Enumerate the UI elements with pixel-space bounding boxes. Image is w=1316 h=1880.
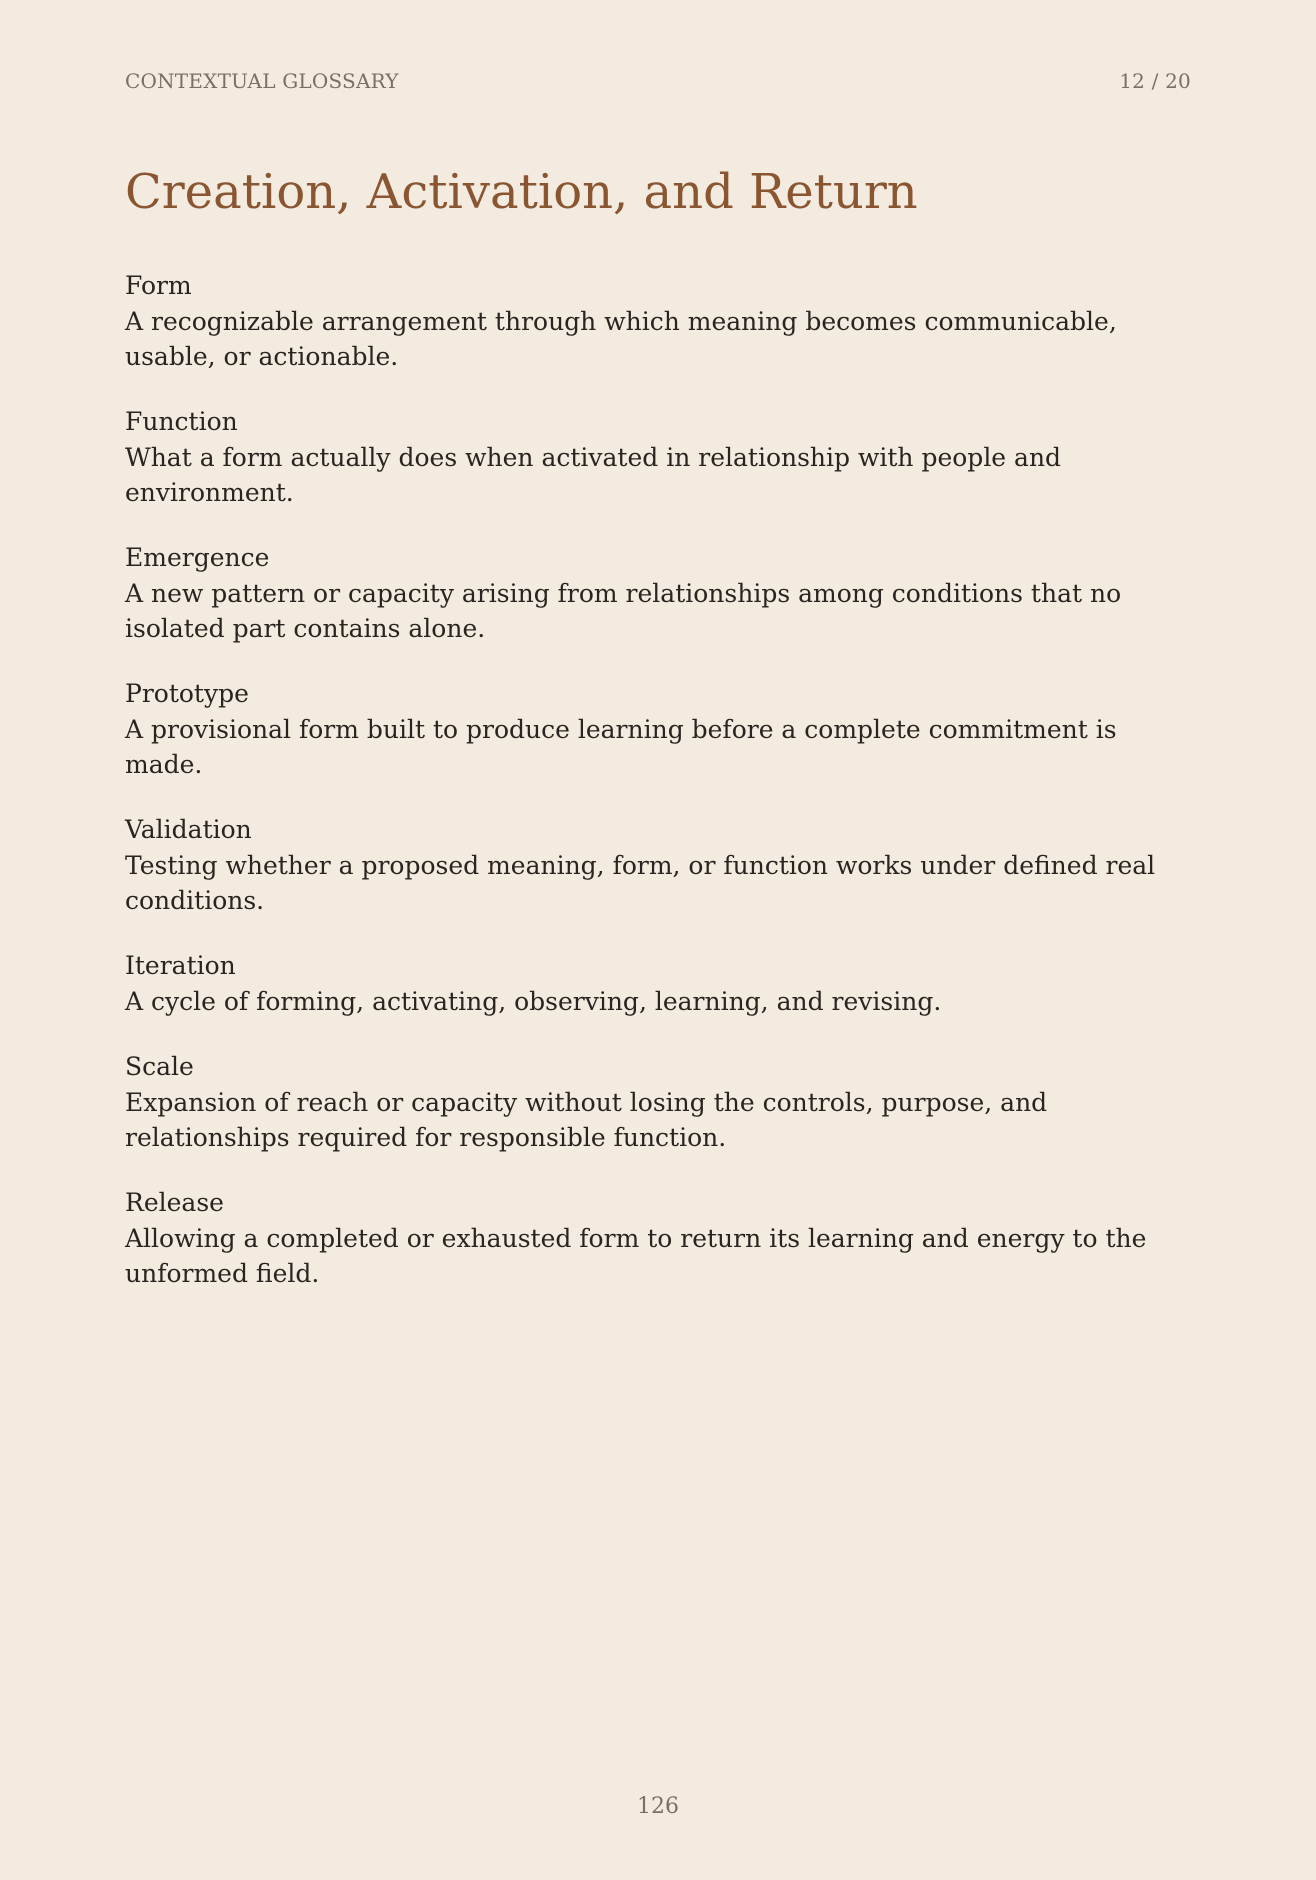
glossary-list bbox=[125, 268, 1191, 1321]
glossary-definition: A recognizable arrangement through which meaning becomes communicable, usable, or actionable. bbox=[125, 307, 1117, 371]
glossary-term: Prototype bbox=[125, 679, 249, 708]
glossary-definition: Expansion of reach or capacity without losing the controls, purpose, and relationships required for responsible function. bbox=[125, 1088, 1048, 1152]
glossary-term: Release bbox=[125, 1188, 224, 1217]
page-number: 126 bbox=[637, 1794, 679, 1819]
glossary-term: Iteration bbox=[125, 951, 236, 980]
glossary-entry-validation bbox=[125, 812, 1191, 918]
glossary-term: Form bbox=[125, 271, 192, 300]
running-header bbox=[125, 68, 1191, 94]
glossary-term: Function bbox=[125, 407, 238, 436]
glossary-entry-prototype bbox=[125, 676, 1191, 782]
glossary-definition: Testing whether a proposed meaning, form, or function works under defined real conditions. bbox=[125, 851, 1156, 915]
glossary-definition: A new pattern or capacity arising from relationships among conditions that no isolated part contains alone. bbox=[125, 579, 1122, 643]
glossary-entry-release bbox=[125, 1185, 1191, 1291]
glossary-entry-form bbox=[125, 268, 1191, 374]
glossary-term: Validation bbox=[125, 815, 252, 844]
glossary-definition: A cycle of forming, activating, observing, learning, and revising. bbox=[125, 987, 942, 1016]
glossary-term: Emergence bbox=[125, 543, 270, 572]
glossary-definition: Allowing a completed or exhausted form to return its learning and energy to the unformed field. bbox=[125, 1224, 1147, 1288]
glossary-entry-emergence bbox=[125, 540, 1191, 646]
glossary-entry-iteration bbox=[125, 948, 1191, 1019]
page-title: Creation, Activation, and Return bbox=[125, 164, 918, 220]
glossary-entry-scale bbox=[125, 1049, 1191, 1155]
glossary-definition: What a form actually does when activated in relationship with people and environment. bbox=[125, 443, 1062, 507]
glossary-term: Scale bbox=[125, 1052, 194, 1081]
section-label: CONTEXTUAL GLOSSARY bbox=[125, 69, 399, 93]
glossary-definition: A provisional form built to produce learning before a complete commitment is made. bbox=[125, 715, 1117, 779]
section-position: 12 / 20 bbox=[1119, 69, 1191, 93]
glossary-entry-function bbox=[125, 404, 1191, 510]
